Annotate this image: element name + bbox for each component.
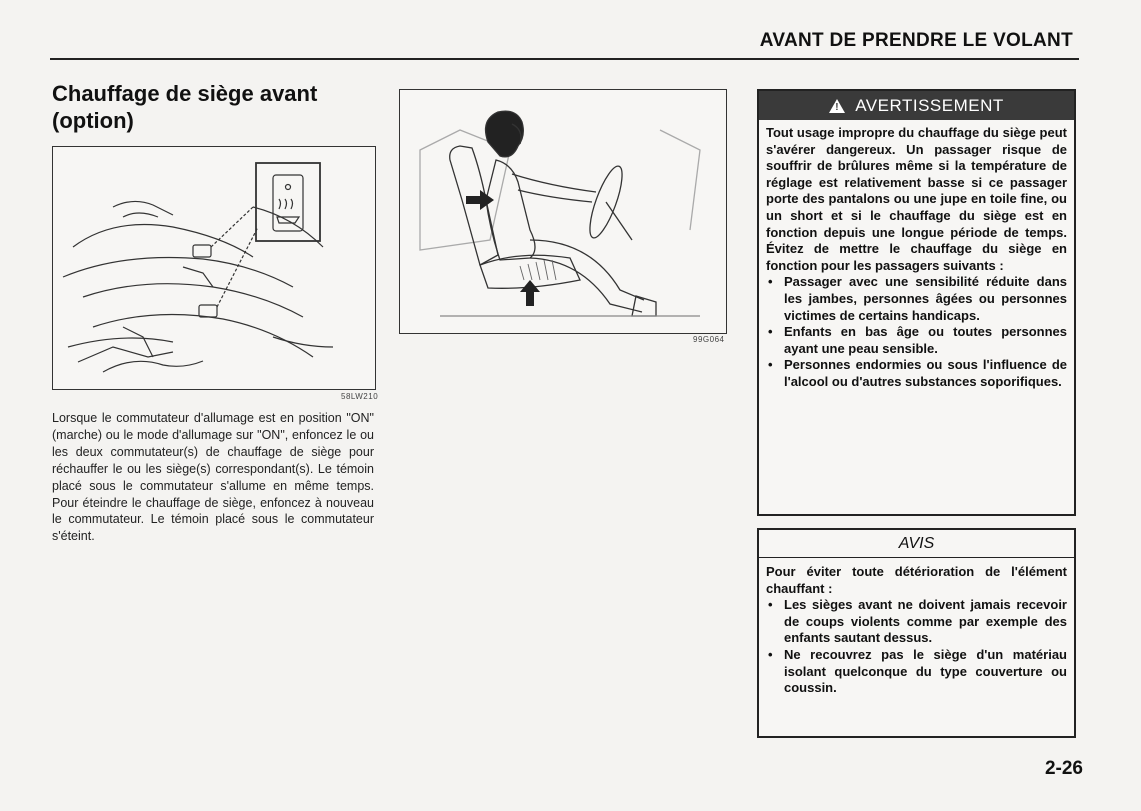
warning-item: • Enfants en bas âge ou toutes personnes ayant une peau sensible. xyxy=(766,324,1067,357)
notice-item: • Ne recouvrez pas le siège d'un matériau isolant quelconque du type couverture ou coussin. xyxy=(766,647,1067,697)
figure1-code: 58LW210 xyxy=(341,392,379,401)
dashboard-switch-illustration xyxy=(53,147,375,389)
notice-item: • Les sièges avant ne doivent jamais recevoir de coups violents comme par exemple des enfants sautant dessus. xyxy=(766,597,1067,647)
figure2-code: 99G064 xyxy=(693,335,725,344)
heat-arrow-back-icon xyxy=(466,190,494,210)
notice-body xyxy=(759,558,1074,697)
warning-header xyxy=(759,91,1074,120)
notice-intro: Pour éviter toute détérioration de l'élément chauffant : xyxy=(766,564,1067,596)
notice-box xyxy=(757,528,1076,738)
notice-list xyxy=(766,597,1067,697)
body-paragraph: Lorsque le commutateur d'allumage est en position "ON" (marche) ou le mode d'allumage sur "ON", enfoncez le ou les deux commutateur(s) de chauffage de siège pour réchauffer le ou les siège(s) correspondant(s). Le témoin placé sous le commutateur s'allume en même temps. Pour éteindre le chauffage de siège, enfoncez à nouveau le commutateur. Le témoin placé sous le commutateur s'éteint. xyxy=(52,411,374,544)
warning-item: • Personnes endormies ou sous l'influence de l'alcool ou d'autres substances soporifiques. xyxy=(766,357,1067,390)
warning-title: AVERTISSEMENT xyxy=(855,95,1004,115)
warning-item: • Passager avec une sensibilité réduite dans les jambes, personnes âgées ou personnes victimes de certains handicaps. xyxy=(766,274,1067,324)
section-title xyxy=(52,80,372,134)
warning-box xyxy=(757,89,1076,516)
header-rule xyxy=(50,58,1079,60)
page-number: 2-26 xyxy=(1044,758,1083,779)
section-title-line1: Chauffage de siège avant xyxy=(52,81,318,106)
warning-list xyxy=(766,274,1067,390)
warning-triangle-icon: ! xyxy=(829,99,845,113)
section-title-line2: (option) xyxy=(52,108,134,133)
notice-title: AVIS xyxy=(759,530,1074,558)
heat-arrow-seat-icon xyxy=(520,280,540,306)
figure-seat-heater-switch xyxy=(52,146,376,390)
warning-body xyxy=(759,120,1074,391)
seated-driver-illustration xyxy=(400,90,726,333)
running-header: AVANT DE PRENDRE LE VOLANT xyxy=(759,30,1073,51)
warning-intro: Tout usage impropre du chauffage du siège peut s'avérer dangereux. Un passager risque de souffrir de brûlures même si la température de réglage est relativement basse si ce passager porte des pantalons ou une jupe en toile fine, ou un short et si le chauffage du siège est en fonction depuis une longue période de temps. Évitez de mettre le chauffage du siège en fonction pour les passagers suivants : xyxy=(766,125,1067,273)
figure-seated-driver xyxy=(399,89,727,334)
